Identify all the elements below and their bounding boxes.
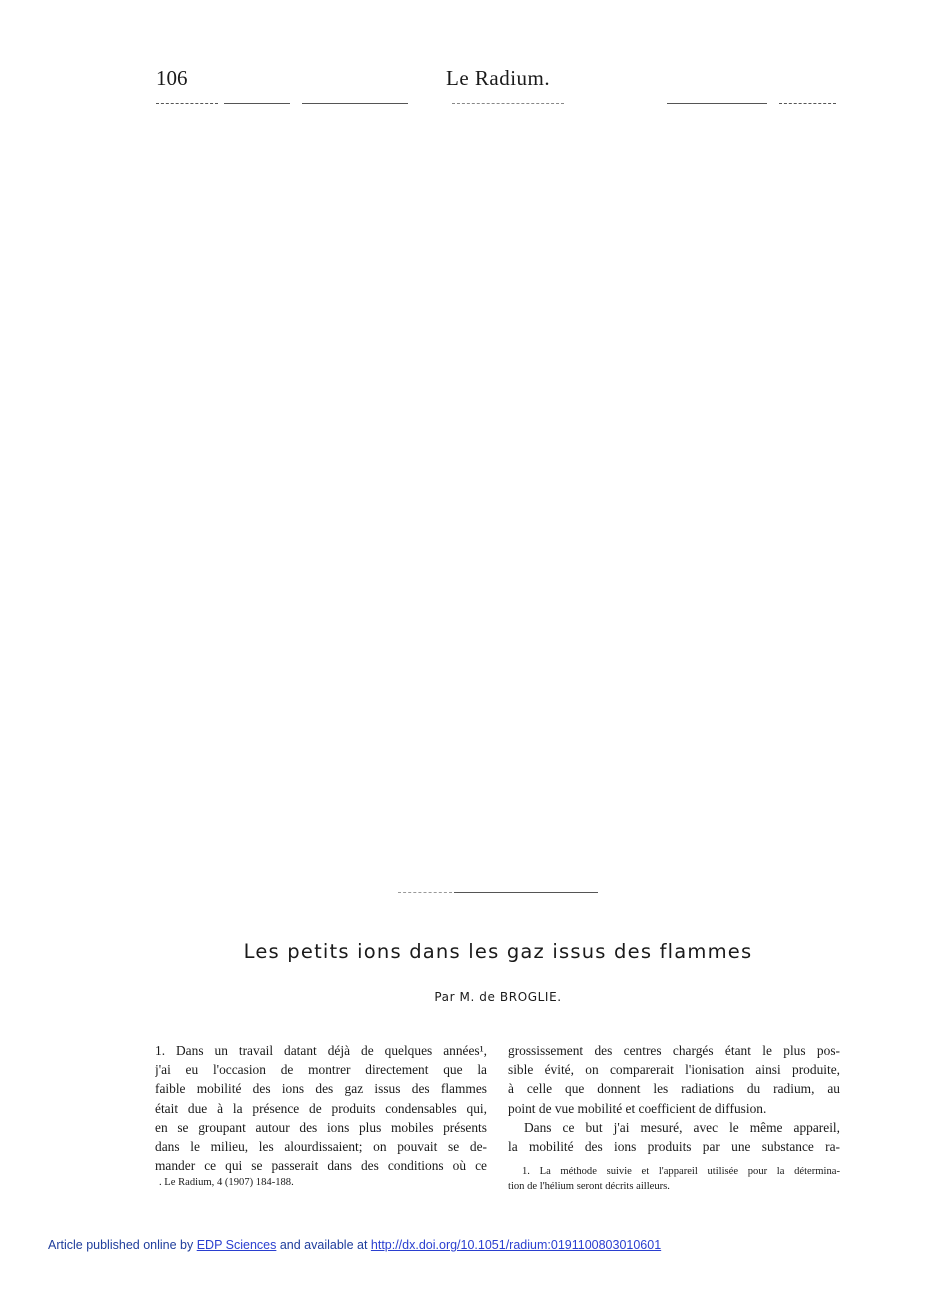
- body-text-line: grossissement des centres chargés étant le plus pos-: [508, 1043, 840, 1058]
- footer-middle: and available at: [276, 1238, 371, 1252]
- body-text-line: Dans ce but j'ai mesuré, avec le même appareil,: [524, 1119, 840, 1135]
- body-text-line: point de vue mobilité et coefficient de diffusion.: [508, 1100, 767, 1116]
- running-title: Le Radium.: [446, 66, 551, 90]
- body-text-line: en se groupant autour des ions plus mobiles présents: [155, 1119, 487, 1135]
- footnote: tion de l'hélium seront décrits ailleurs.: [508, 1181, 670, 1193]
- footer-prefix: Article published online by: [48, 1238, 197, 1252]
- publication-footer: [48, 1238, 661, 1252]
- body-text-line: 1. Dans un travail datant déjà de quelques années¹,: [155, 1043, 487, 1058]
- article-title: Les petits ions dans les gaz issus des flammes: [243, 940, 753, 963]
- doi-link[interactable]: http://dx.doi.org/10.1051/radium:0191100803010601: [370, 1238, 662, 1252]
- header-rule: [224, 103, 290, 104]
- body-text-line: à celle que donnent les radiations du radium, au: [508, 1081, 840, 1097]
- publisher-link[interactable]: EDP Sciences: [196, 1238, 277, 1252]
- section-separator: [454, 892, 598, 893]
- page-number: 106: [156, 66, 188, 90]
- left-column: [155, 1041, 487, 1190]
- footnote: . Le Radium, 4 (1907) 184-188.: [159, 1177, 294, 1189]
- body-text-line: dans le milieu, les alourdissaient; on pouvait se de-: [155, 1138, 487, 1154]
- right-column: [508, 1041, 840, 1194]
- header-rule: [156, 103, 218, 104]
- body-text-line: mander ce qui se passerait dans des conditions où ce: [155, 1158, 487, 1174]
- author-byline: Par M. de BROGLIE.: [434, 990, 562, 1004]
- header-rule: [667, 103, 767, 104]
- header-rule: [452, 103, 564, 104]
- header-rule: [302, 103, 408, 104]
- body-text-line: était due à la présence de produits condensables qui,: [155, 1100, 487, 1116]
- footnote: 1. La méthode suivie et l'appareil utilisée pour la détermina-: [522, 1166, 840, 1178]
- body-text-line: faible mobilité des ions des gaz issus des flammes: [155, 1081, 487, 1097]
- body-text-line: j'ai eu l'occasion de montrer directement que la: [155, 1062, 487, 1078]
- body-text-line: sible évité, on comparerait l'ionisation ainsi produite,: [508, 1062, 840, 1078]
- body-text-line: la mobilité des ions produits par une substance ra-: [508, 1138, 840, 1154]
- header-rule: [779, 103, 836, 104]
- section-separator: [398, 892, 452, 893]
